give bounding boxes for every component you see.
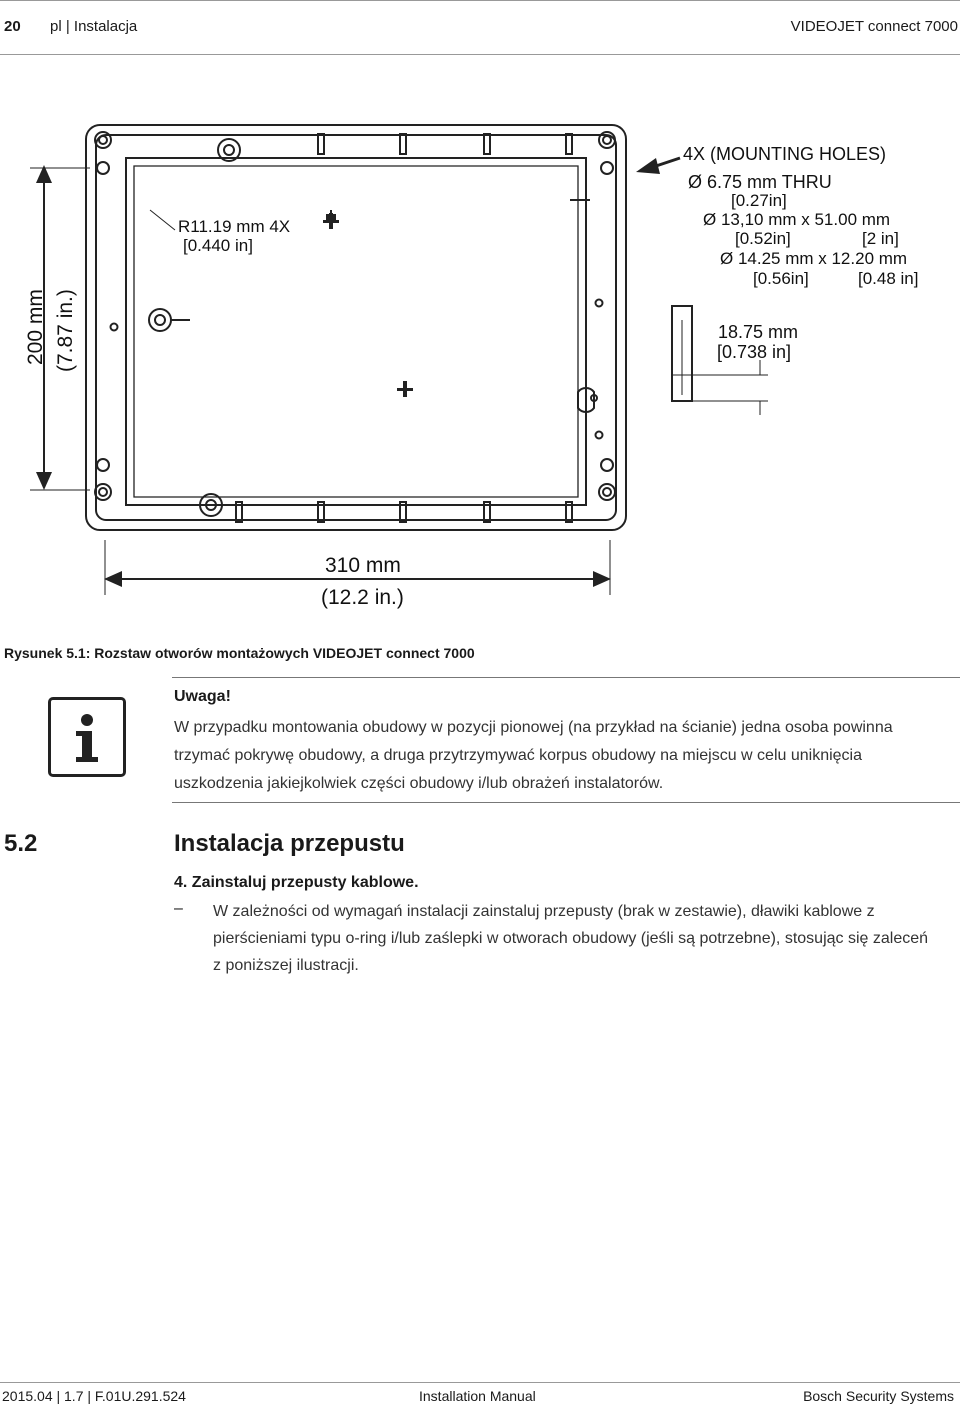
- height-in-label: (7.87 in.): [54, 289, 77, 372]
- page-header: [0, 0, 960, 56]
- radius-in-label: [0.440 in]: [183, 236, 253, 255]
- page-number: 20: [4, 18, 21, 35]
- thru-in-label: [0.27in]: [731, 191, 787, 210]
- width-in-label: (12.2 in.): [321, 586, 404, 609]
- width-label: 310 mm: [325, 554, 401, 577]
- thru-label: Ø 6.75 mm THRU: [688, 172, 832, 192]
- section-title: Instalacja przepustu: [174, 830, 405, 857]
- mounting-holes-label: 4X (MOUNTING HOLES): [683, 144, 887, 164]
- bullet-dash: –: [174, 900, 183, 917]
- mounting-drawing: [0, 100, 960, 620]
- slot2-label: Ø 14.25 mm x 12.20 mm: [720, 249, 908, 268]
- section-label: pl | Instalacja: [50, 18, 138, 35]
- slot1-in-b-label: [2 in]: [862, 229, 899, 248]
- depth-label: 18.75 mm: [718, 322, 799, 342]
- bullet-text: W zależności od wymagań instalacji zainstaluj przepusty (brak w zestawie), dławiki kablowe z pierścieniami typu o-ring i/lub zaślepki w otworach obudowy (jeśli są potrzebne), stosując się zaleceń z poniższej ilustracji.: [213, 903, 929, 974]
- footer-doc-id: 2015.04 | 1.7 | F.01U.291.524: [2, 1388, 186, 1404]
- info-icon: [48, 697, 126, 777]
- product-name: VIDEOJET connect 7000: [790, 18, 958, 35]
- slot1-in-a-label: [0.52in]: [735, 229, 791, 248]
- slot1-label: Ø 13,10 mm x 51.00 mm: [703, 210, 891, 229]
- header-top-rule: [0, 0, 960, 1]
- radius-label: R11.19 mm 4X: [178, 217, 291, 236]
- header-bottom-rule: [0, 54, 960, 55]
- footer-company: Bosch Security Systems: [803, 1388, 954, 1404]
- note-bottom-rule: [172, 802, 960, 803]
- note-top-rule: [172, 677, 960, 678]
- figure-caption: Rysunek 5.1: Rozstaw otworów montażowych VIDEOJET connect 7000: [4, 645, 475, 661]
- footer-rule: [0, 1382, 960, 1383]
- footer-manual-title: Installation Manual: [419, 1388, 536, 1404]
- step-heading: 4. Zainstaluj przepusty kablowe.: [174, 874, 419, 891]
- note-body: W przypadku montowania obudowy w pozycji pionowej (na przykład na ścianie) jedna osoba powinna trzymać pokrywę obudowy, a druga przytrzymywać korpus obudowy na miejscu w celu uniknięcia uszkodzenia jakiejkolwiek części obudowy i/lub obrażeń instalatorów.: [174, 719, 893, 792]
- slot2-in-a-label: [0.56in]: [753, 269, 809, 288]
- section-number: 5.2: [4, 830, 38, 857]
- depth-in-label: [0.738 in]: [717, 342, 792, 362]
- note-title: Uwaga!: [174, 688, 231, 705]
- height-label: 200 mm: [24, 289, 47, 365]
- slot2-in-b-label: [0.48 in]: [858, 269, 919, 288]
